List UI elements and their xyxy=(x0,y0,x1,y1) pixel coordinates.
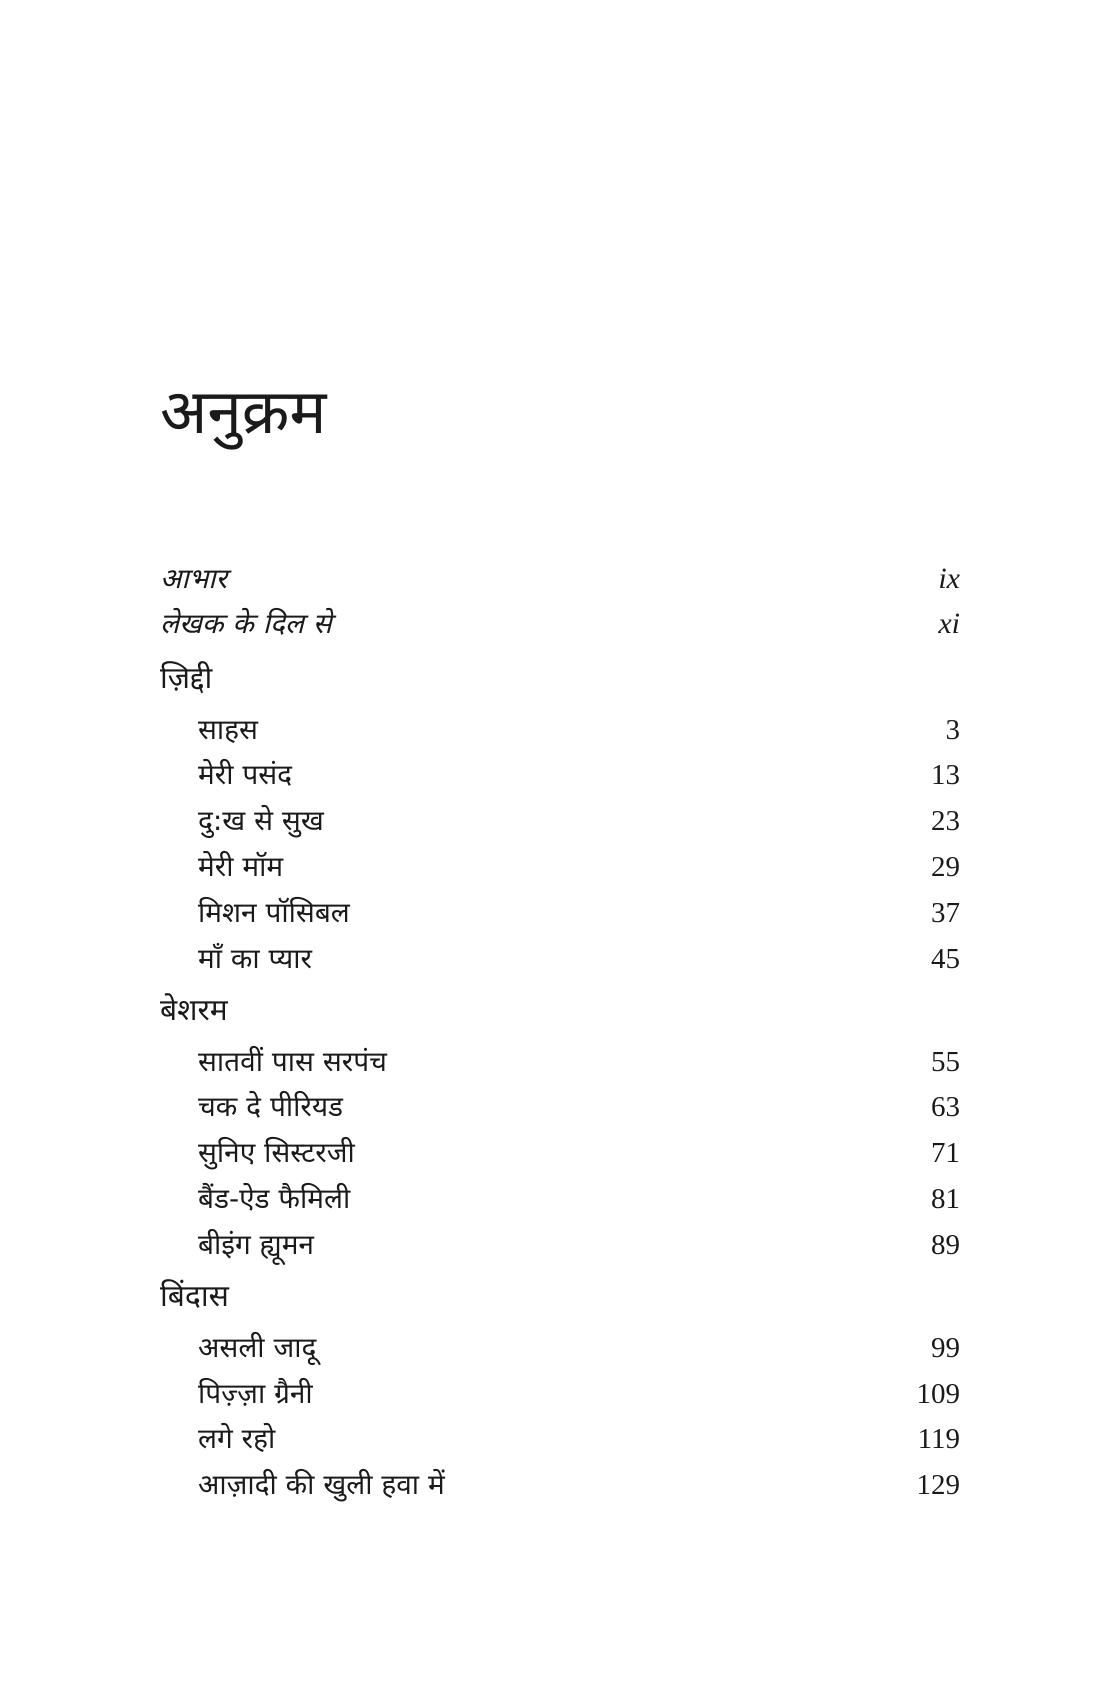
toc-entry-label: लेखक के दिल से xyxy=(160,607,332,640)
part-title: ज़िद्दी xyxy=(160,661,213,696)
toc-entry xyxy=(160,1130,960,1176)
toc-entry-page-number: 63 xyxy=(931,1091,960,1123)
toc-entry-page-number: 3 xyxy=(945,714,960,746)
part-title: बेशरम xyxy=(160,993,228,1028)
toc-entry-label: लगे रहो xyxy=(198,1422,276,1455)
toc-entry-acknowledgements xyxy=(160,556,960,602)
toc-part-heading xyxy=(160,988,960,1034)
toc-entry xyxy=(160,798,960,844)
toc-entry-page-number: 71 xyxy=(931,1137,960,1169)
toc-entry-label: आज़ादी की खुली हवा में xyxy=(198,1468,445,1501)
toc-entry xyxy=(160,752,960,798)
toc-entry-label: आभार xyxy=(160,562,228,595)
toc-entry xyxy=(160,1222,960,1268)
toc-entry-label: मेरी पसंद xyxy=(198,758,293,791)
toc-entry-page-number: 129 xyxy=(916,1469,960,1501)
toc-entry-label: सातवीं पास सरपंच xyxy=(198,1045,387,1078)
toc-entry xyxy=(160,1039,960,1085)
toc-entry xyxy=(160,1462,960,1508)
toc-entry-label: पिज़्ज़ा ग्रैनी xyxy=(198,1377,313,1410)
toc-entry xyxy=(160,1084,960,1130)
toc-entry xyxy=(160,1176,960,1222)
toc-entry-page-number: 81 xyxy=(931,1183,960,1215)
toc-entry-page-number: 45 xyxy=(931,943,960,975)
toc-entry-label: बैंड-ऐड फैमिली xyxy=(198,1182,351,1215)
toc-entry-label: चक दे पीरियड xyxy=(198,1090,344,1123)
toc-entry-label: असली जादू xyxy=(198,1331,317,1364)
toc-entry-page-number: 109 xyxy=(916,1378,960,1410)
toc-entry-page-number: 13 xyxy=(931,759,960,791)
page-title: अनुक्रम xyxy=(160,375,327,448)
toc-entry xyxy=(160,1416,960,1462)
toc-entry-label: दु:ख से सुख xyxy=(198,804,324,837)
toc-entry xyxy=(160,1325,960,1371)
toc-entry-label: साहस xyxy=(198,713,258,746)
toc-entry xyxy=(160,844,960,890)
toc-entry-page-number: 55 xyxy=(931,1046,960,1078)
toc-part-heading xyxy=(160,656,960,702)
toc-entry-label: मिशन पॉसिबल xyxy=(198,896,350,929)
toc-entry-label: सुनिए सिस्टरजी xyxy=(198,1136,355,1169)
toc-entry xyxy=(160,890,960,936)
toc-part-heading xyxy=(160,1274,960,1320)
part-title: बिंदास xyxy=(160,1279,229,1314)
toc-entry-page-number: 23 xyxy=(931,805,960,837)
toc-entry-label: बीइंग ह्यूमन xyxy=(198,1228,314,1261)
toc-entry-page-number: 119 xyxy=(917,1423,960,1455)
toc-entry xyxy=(160,936,960,982)
toc-entry-page-number: 37 xyxy=(931,897,960,929)
toc-entry-page-number: 99 xyxy=(931,1332,960,1364)
toc-entry-from-author xyxy=(160,601,960,647)
toc-entry-page-number: ix xyxy=(938,562,960,595)
toc-entry-label: मेरी मॉम xyxy=(198,850,284,883)
toc-entry-label: माँ का प्यार xyxy=(198,942,312,975)
toc-entry xyxy=(160,1371,960,1417)
toc-entry-page-number: xi xyxy=(938,607,960,640)
toc-entry xyxy=(160,707,960,753)
toc-entry-page-number: 29 xyxy=(931,851,960,883)
toc-entry-page-number: 89 xyxy=(931,1229,960,1261)
